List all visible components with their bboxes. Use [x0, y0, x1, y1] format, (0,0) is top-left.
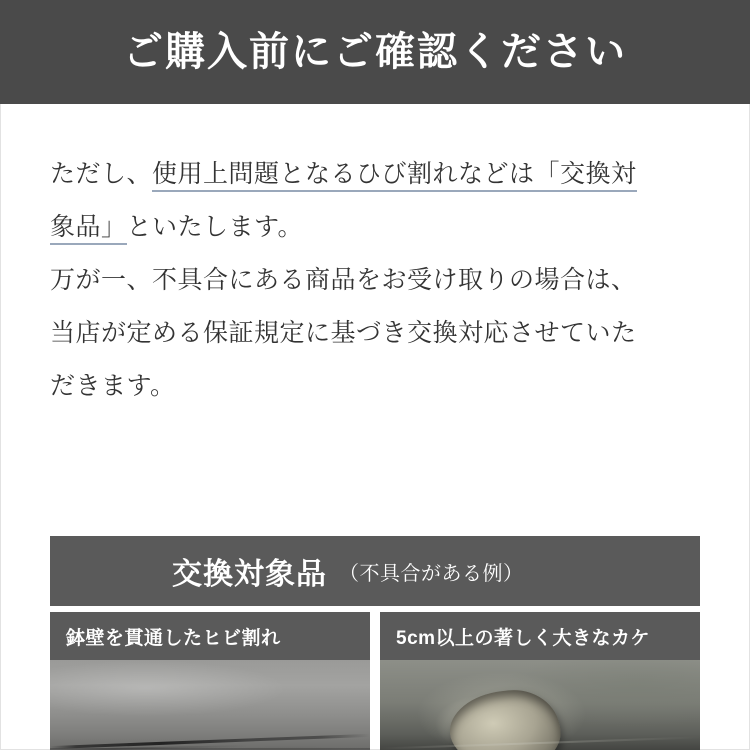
example-panel-crack: [50, 612, 370, 750]
paragraph-underlined-part-1: 使用上問題となるひび割れなどは「交換対: [152, 160, 637, 192]
concrete-pot-crack-photo: [50, 660, 370, 750]
section-band-subtitle: （不具合がある例）: [339, 562, 524, 585]
example-caption-chip: 5cm以上の著しく大きなカケ: [380, 612, 700, 660]
example-panels: [50, 612, 700, 717]
chip-damage-shape: [447, 686, 565, 750]
page-title: ご購入前にご確認ください: [123, 30, 627, 74]
page-header: [0, 0, 750, 104]
section-band-exchange-examples: [50, 536, 700, 606]
paragraph-defect-line-3: だきます。: [50, 372, 176, 400]
paragraph-prefix: ただし、: [50, 160, 153, 188]
section-band-title: 交換対象品: [172, 558, 327, 591]
paragraph-defect-line-2: 当店が定める保証規定に基づき交換対応させていた: [50, 319, 637, 347]
paragraph-underlined-part-2: 象品」: [50, 213, 127, 245]
example-panel-chip: [380, 612, 700, 750]
paragraph-suffix: といたします。: [126, 213, 304, 241]
paragraph-defect-line-1: 万が一、不具合にある商品をお受け取りの場合は、: [50, 266, 637, 294]
paragraph-exchange-policy-cont: [50, 201, 700, 254]
crack-photo-surface: [50, 660, 370, 750]
pot-edge-chip-photo: [380, 660, 700, 750]
paragraph-exchange-policy: [50, 148, 700, 201]
body-content: [0, 104, 750, 413]
example-caption-crack: 鉢壁を貫通したヒビ割れ: [50, 612, 370, 660]
chip-photo-surface: [380, 660, 700, 750]
